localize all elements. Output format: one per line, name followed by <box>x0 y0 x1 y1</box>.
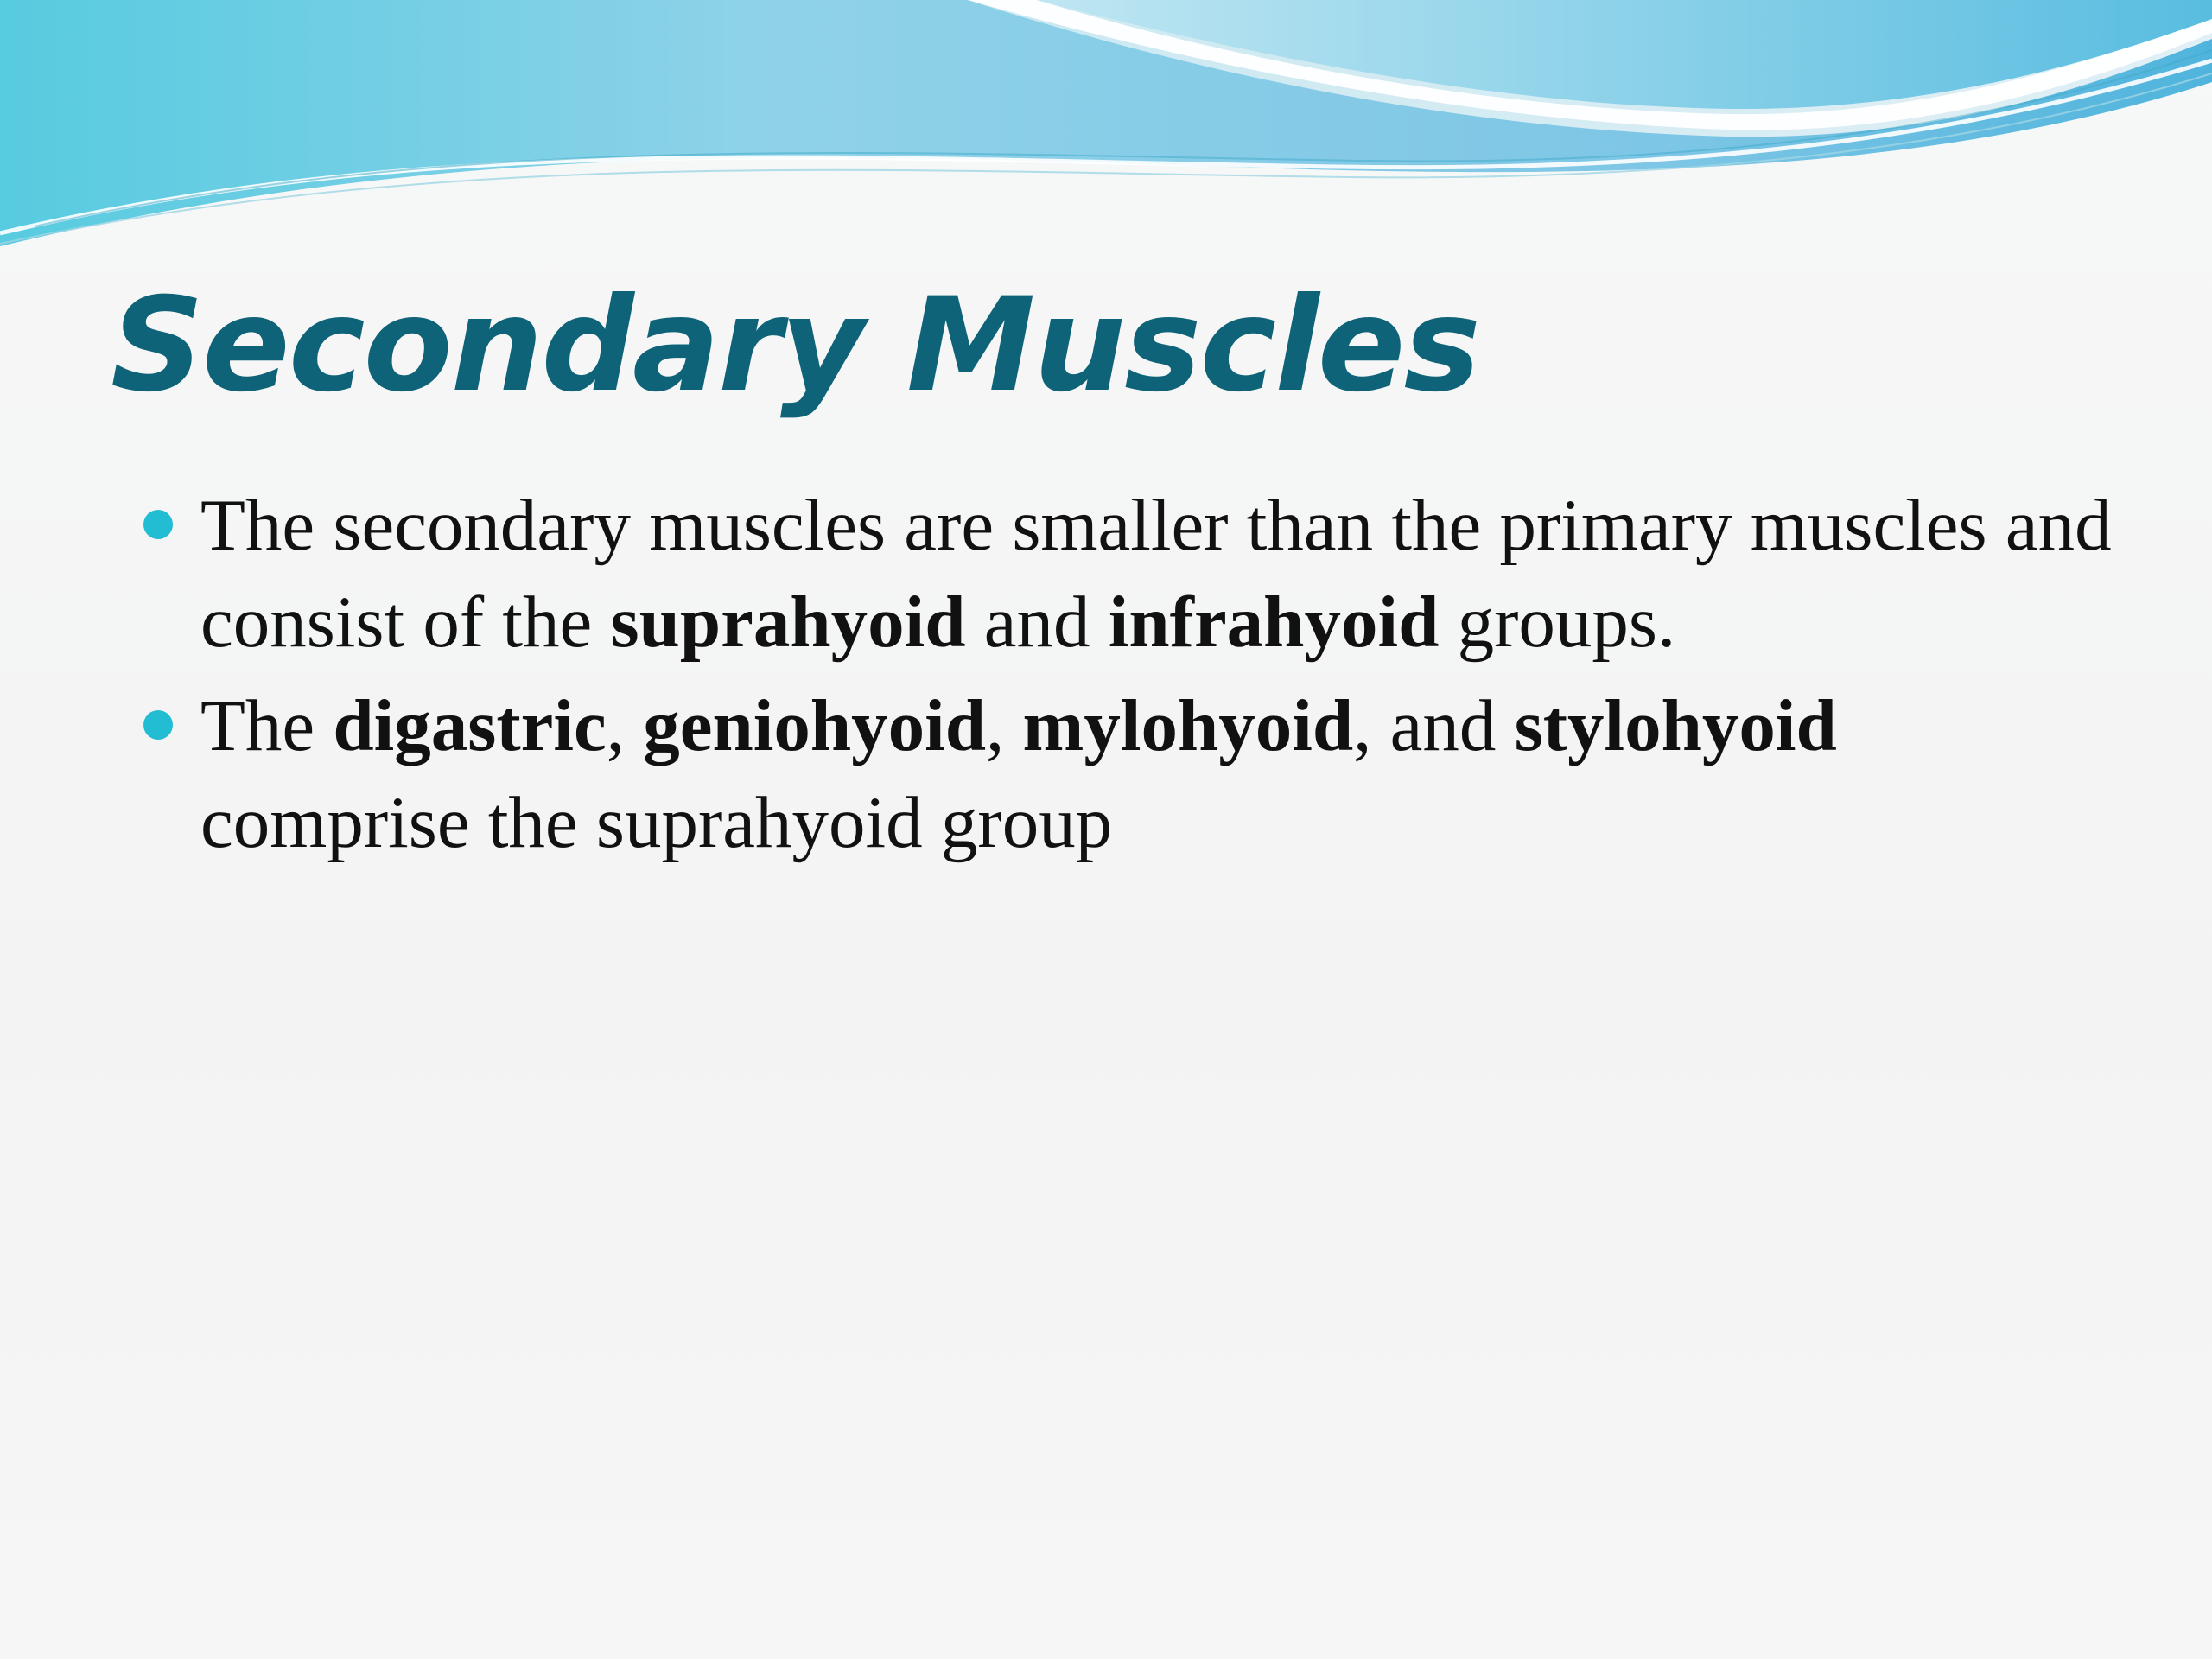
bullet-text-part: , and <box>1353 685 1515 766</box>
bullet-item <box>137 677 2124 871</box>
bullet-text-bold: geniohyoid <box>643 685 987 766</box>
bullet-text-part: groups. <box>1439 582 1676 663</box>
bullet-dot-icon <box>143 710 173 740</box>
bullet-text-bold: infrahyoid <box>1108 582 1440 663</box>
bullet-text-part: The <box>200 685 334 766</box>
bullet-list <box>137 477 2124 878</box>
bullet-text-bold: digastric <box>333 685 607 766</box>
bullet-text-bold: mylohyoid <box>1022 685 1354 766</box>
bullet-text-bold: stylohyoid <box>1514 685 1837 766</box>
bullet-text-bold: suprahyoid <box>610 582 966 663</box>
bullet-item <box>137 477 2124 671</box>
bullet-text-part: , <box>986 685 1023 766</box>
bullet-text-part: , <box>606 685 644 766</box>
slide-title: Secondary Muscles <box>111 270 1479 421</box>
header-wave-decoration <box>0 0 2212 259</box>
bullet-text-part: and <box>965 582 1109 663</box>
bullet-text-part: The secondary muscles are smaller than the primary muscles and consist of the <box>200 485 2112 663</box>
bullet-text-part: comprise the suprahyoid group <box>200 782 1113 863</box>
bullet-dot-icon <box>143 510 173 539</box>
